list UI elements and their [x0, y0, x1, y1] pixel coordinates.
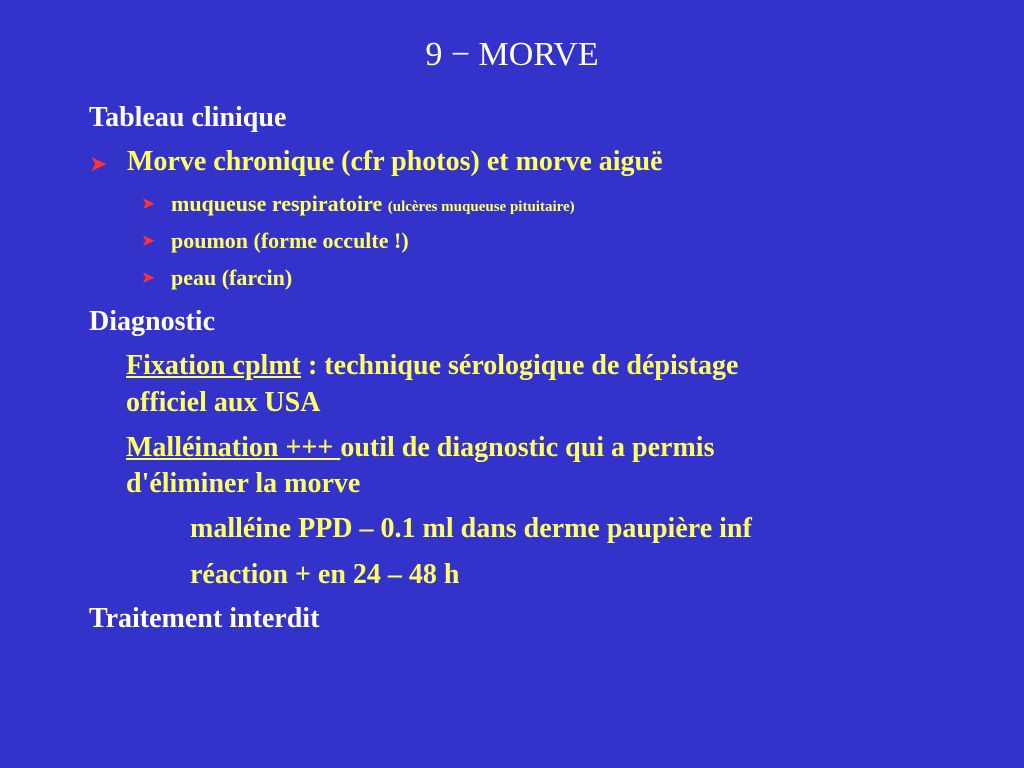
arrow-bullet-icon: ➤ [141, 194, 156, 213]
fixation-text: : technique sérologique de dépistage [301, 350, 739, 381]
heading-traitement: Traitement interdit [89, 603, 320, 634]
fixation-line-1 [126, 352, 738, 380]
arrow-bullet-icon: ➤ [89, 151, 108, 176]
sub-item-poumon: poumon (forme occulte !) [171, 228, 409, 253]
mallein-line-1 [126, 434, 714, 462]
detail-ppd: malléine PPD – 0.1 ml dans derme paupière inf [190, 513, 752, 544]
sub-item-muqueuse-note: (ulcères muqueuse pituitaire) [387, 199, 575, 215]
mallein-line-2: d'éliminer la morve [126, 468, 361, 499]
sub-item-muqueuse [171, 193, 575, 215]
bullet-morve: Morve chronique (cfr photos) et morve aiguë [127, 146, 663, 177]
sub-item-muqueuse-main: muqueuse respiratoire [171, 191, 383, 216]
sub-item-peau: peau (farcin) [171, 265, 293, 290]
fixation-line-2: officiel aux USA [126, 387, 321, 418]
mallein-link[interactable]: Malléination +++ [126, 432, 341, 463]
slide-title: 9 − MORVE [425, 36, 599, 73]
heading-clinique: Tableau clinique [89, 102, 287, 133]
mallein-text: outil de diagnostic qui a permis [340, 432, 715, 463]
arrow-bullet-icon: ➤ [141, 268, 156, 287]
detail-reaction: réaction + en 24 – 48 h [190, 559, 460, 590]
arrow-bullet-icon: ➤ [141, 231, 156, 250]
heading-diagnostic: Diagnostic [89, 306, 215, 337]
fixation-link[interactable]: Fixation cplmt [126, 350, 301, 381]
